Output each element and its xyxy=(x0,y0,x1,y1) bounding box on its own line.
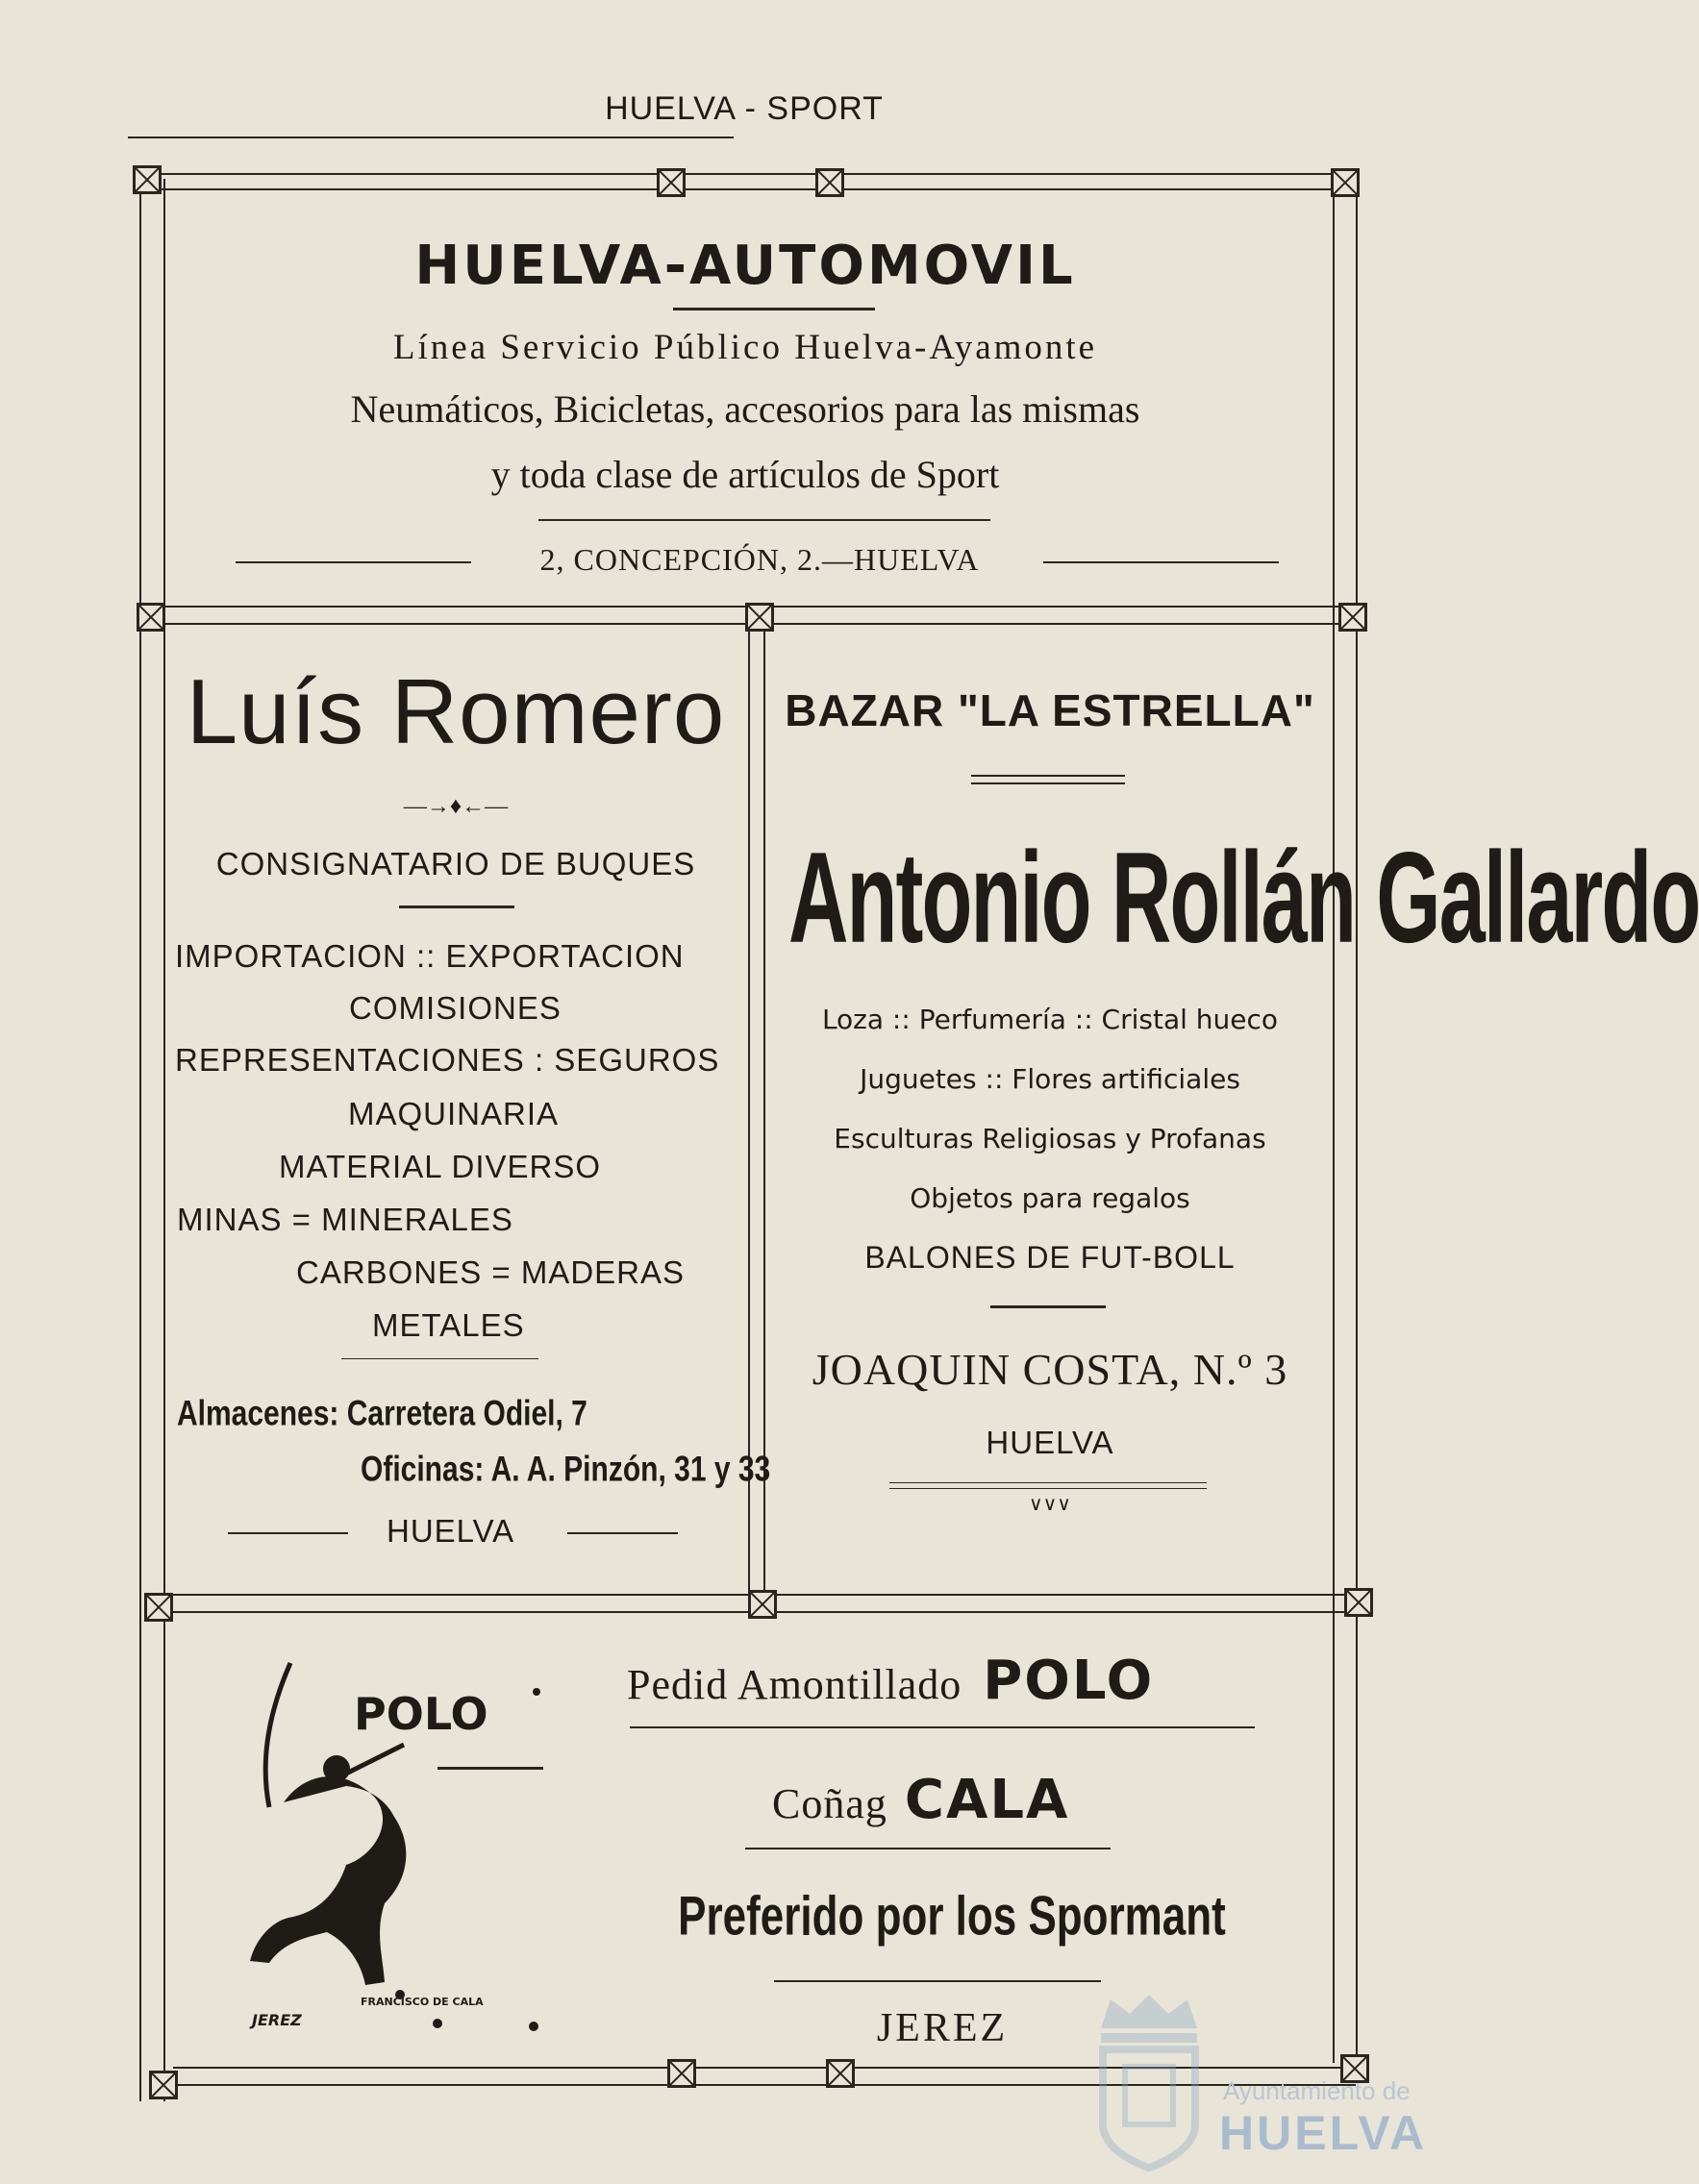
ornament-icon xyxy=(667,2059,696,2088)
service-item: METALES xyxy=(372,1307,525,1343)
ad-city: JEREZ xyxy=(876,2006,1009,2050)
sherry-prefix: Pedid Amontillado xyxy=(627,1661,962,1708)
ornament-icon xyxy=(657,168,686,197)
flourish-icon: ∨∨∨ xyxy=(1029,1494,1071,1515)
ornament-icon xyxy=(1344,1588,1373,1617)
service-item: MAQUINARIA xyxy=(348,1096,560,1131)
service-item: MINAS = MINERALES xyxy=(177,1202,513,1237)
ornament-icon xyxy=(815,168,844,197)
sherry-brand: POLO xyxy=(983,1650,1155,1712)
watermark-line1: Ayuntamiento de xyxy=(1223,2076,1411,2105)
ad-address: 2, CONCEPCIÓN, 2.—HUELVA xyxy=(539,542,980,577)
owner-name-box xyxy=(788,825,1699,971)
ornament-icon xyxy=(826,2059,855,2088)
ornament-icon xyxy=(133,165,162,194)
slogan: Preferido por los Spormant xyxy=(678,1886,1226,1948)
ad-role: CONSIGNATARIO DE BUQUES xyxy=(215,846,696,881)
service-item: CARBONES = MADERAS xyxy=(296,1254,686,1290)
ornament-icon xyxy=(149,2071,178,2099)
logo-city: JEREZ xyxy=(252,2011,302,2029)
slogan-box xyxy=(673,1886,1231,1963)
service-item: IMPORTACION :: EXPORTACION xyxy=(175,938,685,974)
ad-city: HUELVA xyxy=(387,1513,515,1549)
cognac-line xyxy=(772,1769,1069,1831)
service-item: MATERIAL DIVERSO xyxy=(279,1149,602,1184)
ad-title: BAZAR "LA ESTRELLA" xyxy=(785,685,1315,735)
ad-title: HUELVA-AUTOMOVIL xyxy=(414,235,1076,297)
product-item: Juguetes :: Flores artificiales xyxy=(860,1063,1240,1095)
ornament-icon xyxy=(748,1590,777,1619)
products-line: Neumáticos, Bicicletas, accesorios para las mismas xyxy=(350,387,1140,431)
sherry-line xyxy=(627,1650,1154,1712)
shop-address: JOAQUIN COSTA, N.º 3 xyxy=(812,1345,1288,1394)
owner-name: Antonio Rollán Gallardo xyxy=(788,826,1699,971)
running-header: HUELVA - SPORT xyxy=(605,90,884,127)
cognac-prefix: Coñag xyxy=(772,1780,887,1827)
logo-brand: POLO xyxy=(354,1688,488,1740)
ornament-icon xyxy=(745,603,774,632)
cognac-brand: CALA xyxy=(904,1769,1070,1831)
logo-maker: FRANCISCO DE CALA xyxy=(361,1996,484,2008)
ad-city: HUELVA xyxy=(986,1425,1114,1460)
service-item: COMISIONES xyxy=(349,990,562,1026)
ornament-icon xyxy=(144,1593,173,1622)
ornament-icon xyxy=(1331,168,1360,197)
products-line: y toda clase de artículos de Sport xyxy=(490,453,1000,496)
ornament-icon xyxy=(137,603,165,632)
product-item: Objetos para regalos xyxy=(910,1182,1190,1214)
office-address: Oficinas: A. A. Pinzón, 31 y 33 xyxy=(361,1450,771,1490)
product-item: BALONES DE FUT-BOLL xyxy=(864,1240,1236,1275)
flourish-icon: —→♦←— xyxy=(403,794,509,819)
watermark-line2: HUELVA xyxy=(1219,2106,1428,2160)
product-item: Esculturas Religiosas y Profanas xyxy=(834,1123,1266,1154)
service-item: REPRESENTACIONES : SEGUROS xyxy=(175,1042,720,1078)
service-line: Línea Servicio Público Huelva-Ayamonte xyxy=(392,328,1098,367)
header-rule xyxy=(128,136,734,138)
warehouse-address: Almacenes: Carretera Odiel, 7 xyxy=(177,1394,587,1434)
ad-title: Luís Romero xyxy=(186,660,726,763)
product-item: Loza :: Perfumería :: Cristal hueco xyxy=(821,1004,1279,1035)
ornament-icon xyxy=(1338,603,1367,632)
city-crest-icon xyxy=(1091,1990,1207,2172)
